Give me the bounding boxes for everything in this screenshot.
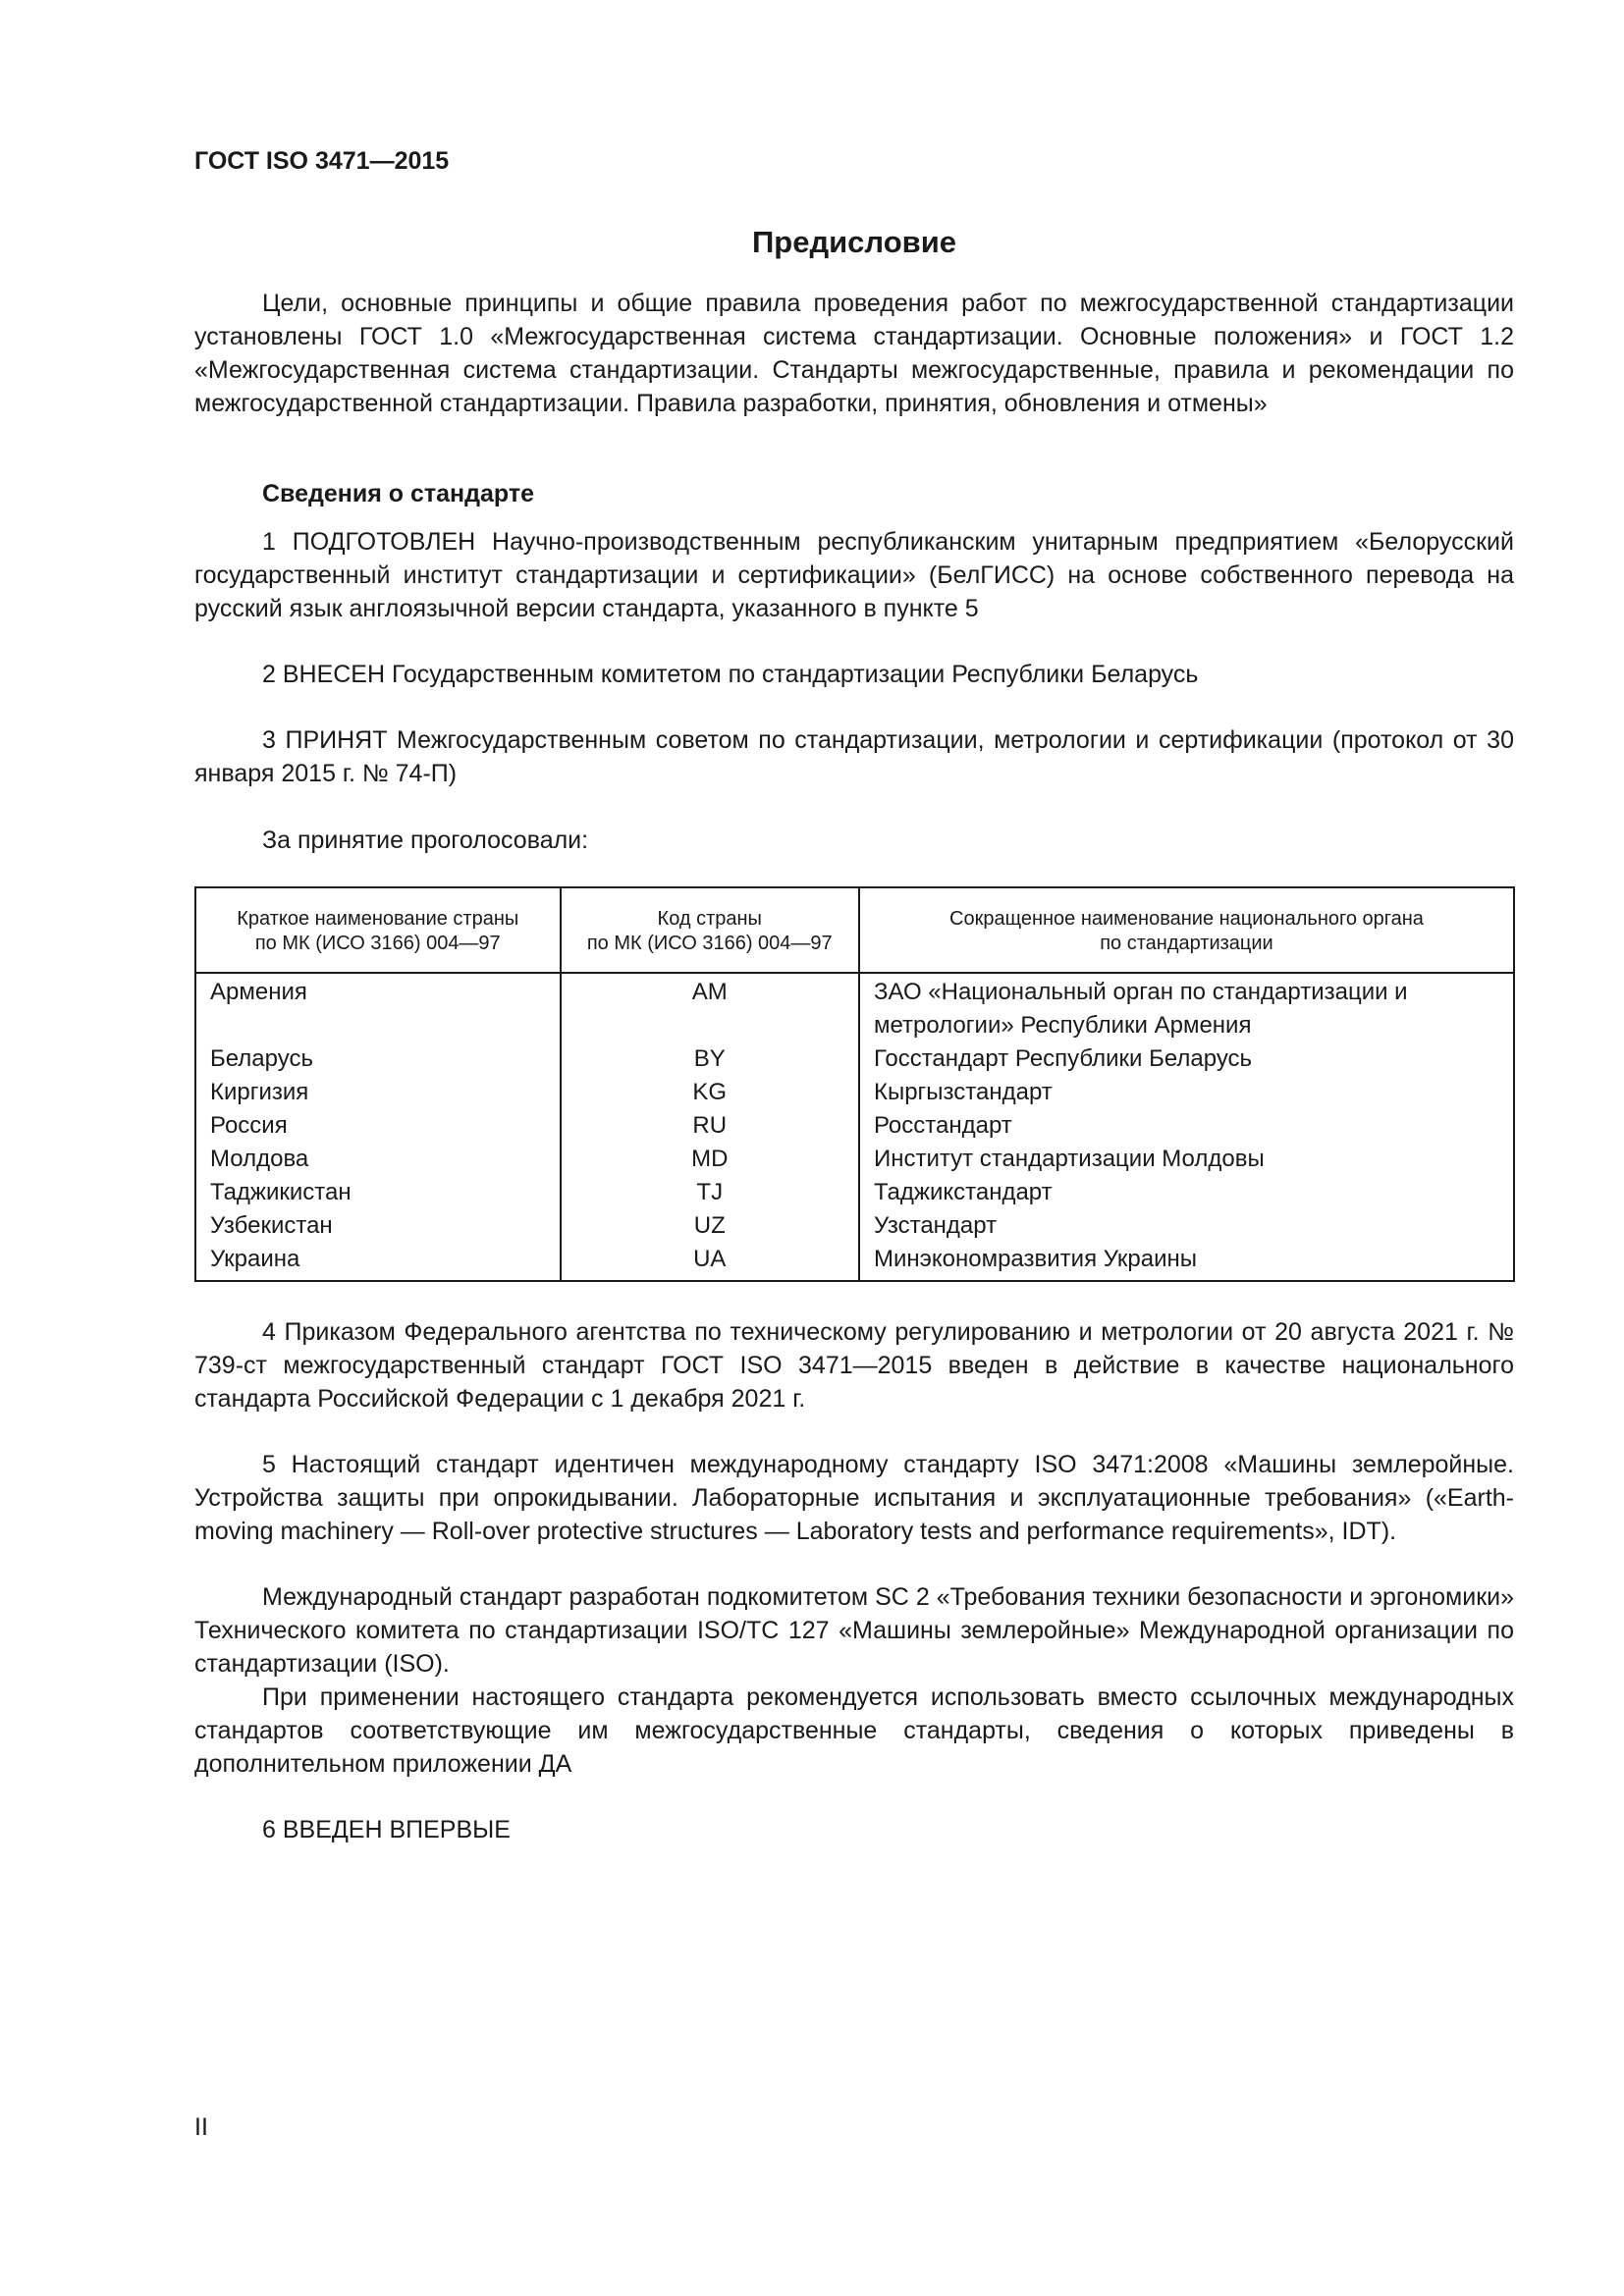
intro-paragraph: Цели, основные принципы и общие правила проведения работ по межгосударственной стандартизации установлены ГОСТ 1.0 «Межгосударственная система стандартизации. Основные положения» и ГОСТ 1.2 «Межгосударственная система стандартизации. Стандарты межгосударственные, правила и рекомендации по межгосударственной стандартизации. Правила разработки, принятия, обновления и отмены» (194, 290, 1514, 417)
country-cell: Молдова (195, 1143, 561, 1176)
table-row (195, 1109, 1514, 1143)
standard-code-header: ГОСТ ISO 3471—2015 (194, 147, 450, 175)
table-header-row (195, 887, 1514, 973)
body-cell: ЗАО «Национальный орган по стандартизации и метрологии» Республики Армения (859, 973, 1514, 1042)
body-cell: Таджикстандарт (859, 1176, 1514, 1209)
table-row (195, 1176, 1514, 1209)
code-cell: TJ (561, 1176, 859, 1209)
item-1-paragraph: 1 ПОДГОТОВЛЕН Научно-производственным республиканским унитарным предприятием «Белорусский государственный институт стандартизации и сертификации» (БелГИСС) на основе собственного перевода на русский язык англоязычной версии стандарта, указанного в пункте 5 (194, 528, 1514, 622)
body-cell: Кыргызстандарт (859, 1076, 1514, 1109)
item-6-paragraph: 6 ВВЕДЕН ВПЕРВЫЕ (262, 1816, 511, 1843)
item-2-paragraph: 2 ВНЕСЕН Государственным комитетом по стандартизации Республики Беларусь (262, 661, 1199, 688)
code-cell: RU (561, 1109, 859, 1143)
item-5-paragraph-3: При применении настоящего стандарта рекомендуется использовать вместо ссылочных международных стандартов соответствующие им межгосударственные стандарты, сведения о которых приведены в дополнительном приложении ДА (194, 1683, 1514, 1778)
item-4-paragraph: 4 Приказом Федерального агентства по техническому регулированию и метрологии от 20 августа 2021 г. № 739-ст межгосударственный стандарт ГОСТ ISO 3471—2015 введен в действие в качестве национального стандарта Российской Федерации с 1 декабря 2021 г. (194, 1318, 1514, 1413)
country-cell: Киргизия (195, 1076, 561, 1109)
body-cell: Институт стандартизации Молдовы (859, 1143, 1514, 1176)
item-3-paragraph: 3 ПРИНЯТ Межгосударственным советом по стандартизации, метрологии и сертификации (протокол от 30 января 2015 г. № 74-П) (194, 726, 1514, 787)
code-cell: AM (561, 973, 859, 1042)
item-5-paragraph-2: Международный стандарт разработан подкомитетом SC 2 «Требования техники безопасности и эргономики» Технического комитета по стандартизации ISO/TC 127 «Машины землеройные» Международной организации по стандартизации (ISO). (194, 1583, 1514, 1678)
body-cell: Госстандарт Республики Беларусь (859, 1042, 1514, 1076)
country-cell: Таджикистан (195, 1176, 561, 1209)
country-cell: Узбекистан (195, 1209, 561, 1243)
item-5-paragraph: 5 Настоящий стандарт идентичен международному стандарту ISO 3471:2008 «Машины землеройные. Устройства защиты при опрокидывании. Лабораторные испытания и эксплуатационные требования» («Earth-moving machinery — Roll-over protective structures — Laboratory tests and performance requirements», IDT). (194, 1451, 1514, 1545)
body-cell: Минэкономразвития Украины (859, 1243, 1514, 1281)
info-heading: Сведения о стандарте (262, 480, 535, 507)
table-row (195, 973, 1514, 1042)
code-cell: KG (561, 1076, 859, 1109)
body-cell: Росстандарт (859, 1109, 1514, 1143)
body-cell: Узстандарт (859, 1209, 1514, 1243)
country-cell: Россия (195, 1109, 561, 1143)
table-row (195, 1143, 1514, 1176)
voting-countries-table (194, 886, 1515, 1282)
code-cell: BY (561, 1042, 859, 1076)
code-cell: UA (561, 1243, 859, 1281)
country-code-header: Код страны по МК (ИСО 3166) 004—97 (561, 887, 859, 973)
page-title: Предисловие (751, 225, 956, 259)
page-number: II (194, 2113, 208, 2141)
standards-body-header: Сокращенное наименование национального органа по стандартизации (859, 887, 1514, 973)
country-cell: Беларусь (195, 1042, 561, 1076)
table-row (195, 1209, 1514, 1243)
table-row (195, 1076, 1514, 1109)
country-cell: Армения (195, 973, 561, 1042)
code-cell: MD (561, 1143, 859, 1176)
table-row (195, 1042, 1514, 1076)
voted-label: За принятие проголосовали: (262, 827, 589, 854)
country-name-header: Краткое наименование страны по МК (ИСО 3166) 004—97 (195, 887, 561, 973)
code-cell: UZ (561, 1209, 859, 1243)
country-cell: Украина (195, 1243, 561, 1281)
table-row (195, 1243, 1514, 1281)
